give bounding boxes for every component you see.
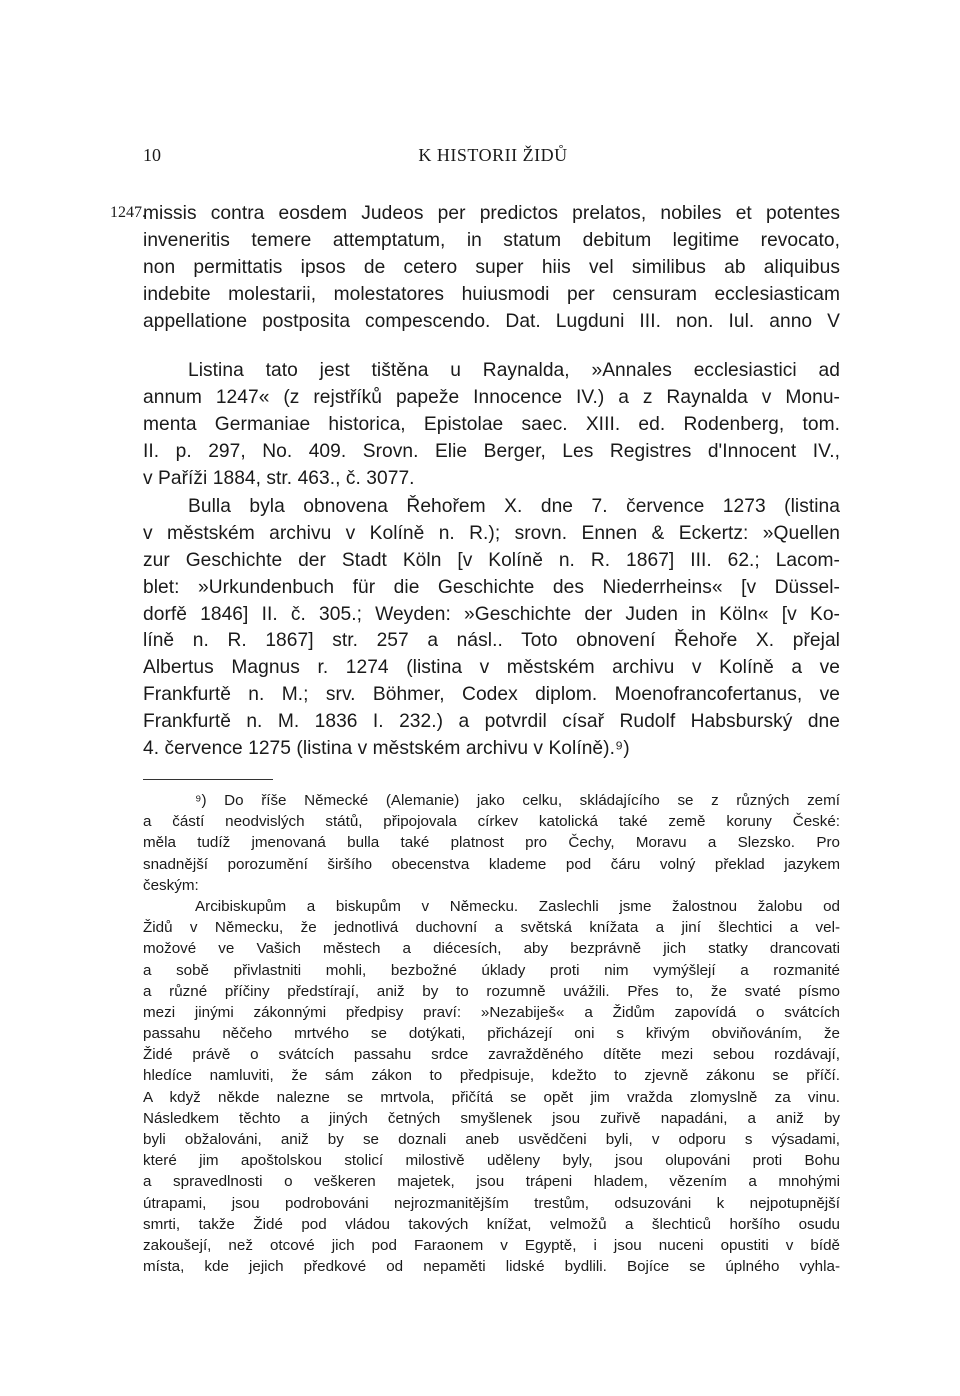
text-line: missis contra eosdem Judeos per predictos prelatos, nobiles et potentes: [143, 203, 840, 224]
footnote: [143, 790, 840, 1277]
footnote-line: mezi jinými zákonnými předpisy praví: »Nezabiješ« a Židům zapovídá o svátcích: [143, 1003, 840, 1021]
latin-paragraph: [143, 201, 840, 335]
footnote-line: zakoušejí, než otcové jich pod Faraonem v Egyptě, i jsou nuceni opustiti v bídě: [143, 1236, 840, 1254]
text-line: líně n. R. 1867] str. 257 a násl.. Toto obnovení Řehoře X. přejal: [143, 630, 840, 652]
footnote-line: a částí neodvislých států, připojovala církev katolická také země koruny České:: [143, 813, 840, 831]
running-title: K HISTORII ŽIDŮ: [418, 145, 568, 165]
margin-year: 1247.: [110, 204, 146, 221]
text-line: indebite molestarii, molestatores huiusmodi per censuram ecclesiasticam: [143, 283, 840, 305]
footnote-line: ⁹) Do říše Německé (Alemanie) jako celku, skládajícího se z různých zemí: [195, 792, 840, 809]
footnote-line: snadnější porozumění širšího obecenstva klademe pod čáru volný překlad jazykem: [143, 855, 840, 873]
text-line: Frankfurtě n. M.; srv. Böhmer, Codex diplom. Moenofrancofertanus, ve: [143, 684, 840, 706]
commentary-paragraph-1: [143, 358, 840, 492]
text-line: v Paříži 1884, str. 463., č. 3077.: [143, 467, 415, 489]
footnote-line: útrapami, jsou podrobováni nejrozmanitějším trestům, odsuzováni k nejpotupnější: [143, 1194, 840, 1212]
text-line: Frankfurtě n. M. 1836 I. 232.) a potvrdil císař Rudolf Habsburský dne: [143, 711, 840, 733]
text-line: Bulla byla obnovena Řehořem X. dne 7. července 1273 (listina: [188, 496, 840, 517]
commentary-paragraph-2: [143, 494, 840, 763]
footnote-line: passahu něčeho mrtvého se dotýkati, přicházejí oni s křivým obviňováním, že: [143, 1025, 840, 1043]
footnote-line: Následkem těchto a jiných četných smyšlenek jsou zuřivě napadáni, a aniž by: [143, 1109, 840, 1127]
text-line: zur Geschichte der Stadt Köln [v Kolíně n. R. 1867] III. 62.; Lacom-: [143, 549, 840, 571]
text-line: dorfě 1846] II. č. 305.; Weyden: »Geschichte der Juden in Köln« [v Ko-: [143, 603, 840, 625]
footnote-line: které jim apoštolskou stolicí milostivě uděleny byly, jsou olupováni proti Bohu: [143, 1152, 840, 1170]
footnote-line: a sobě přivlastniti mohli, bezbožné úklady proti nim vymýšlejí a rozmanité: [143, 961, 840, 979]
footnote-line: A když někde nalezne se mrtvola, přičítá se opět jim vražda zlomyslně za vinu.: [143, 1088, 840, 1106]
text-line: inveneritis temere attemptatum, in statum debitum legitime revocato,: [143, 229, 840, 251]
footnote-line: Židů v Německu, že jednotlivá duchovní a světská knížata a jiní šlechtici a vel-: [143, 919, 840, 937]
footnote-line: a spravedlnosti o veškeren majetek, jsou trápeni hladem, vězením a mnohými: [143, 1173, 840, 1191]
footnote-line: možové ve Vašich městech a diécesích, aby bezprávně jich statky drancovati: [143, 940, 840, 958]
footnote-line: a různé příčiny předstírají, aniž by to rozumně uvážili. Přes to, že svaté písmo: [143, 982, 840, 1000]
footnote-line: měla tudíž jmenovaná bulla také platnost pro Čechy, Moravu a Slezsko. Pro: [143, 834, 840, 852]
text-line: annum 1247« (z rejstříků papeže Innocence IV.) a z Raynalda v Monu-: [143, 386, 840, 408]
page-header: [143, 145, 843, 171]
footnote-line: smrti, takže Židé pod vládou takových knížat, velmožů a šlechticů horšího osudu: [143, 1215, 840, 1233]
footnote-line: byli obžalováni, aniž by se doznali aneb usvědčeni byli, v odporu s výsadami,: [143, 1131, 840, 1148]
footnote-line: místa, kde jejich předkové od nepaměti lidské bydlili. Bojíce se úplného vyhla-: [143, 1258, 840, 1276]
text-line: appellatione postposita compescendo. Dat. Lugduni III. non. Iul. anno V: [143, 310, 840, 332]
footnote-line: hledíce namluviti, že sám zákon to předpisuje, kdežto to zjevně zákonu se příčí.: [143, 1067, 840, 1085]
footnote-line: českým:: [143, 876, 199, 894]
text-line: v městském archivu v Kolíně n. R.); srovn. Ennen & Eckertz: »Quellen: [143, 522, 840, 544]
footnote-separator: [143, 779, 273, 780]
text-line: menta Germaniae historica, Epistolae saec. XIII. ed. Rodenberg, tom.: [143, 413, 840, 435]
text-line: II. p. 297, No. 409. Srovn. Elie Berger, Les Registres d'Innocent IV.,: [143, 440, 840, 462]
footnote-line: Arcibiskupům a biskupům v Německu. Zaslechli jsme žalostnou žalobu od: [195, 897, 840, 915]
text-line: 4. července 1275 (listina v městském archivu v Kolíně).⁹): [143, 738, 630, 760]
text-line: Listina tato jest tištěna u Raynalda, »Annales ecclesiastici ad: [188, 360, 840, 381]
footnote-line: Židé právě o svátcích passahu srdce zavražděného dítěte mezi sebou rozdávají,: [143, 1046, 840, 1064]
page-number: 10: [143, 145, 161, 165]
text-line: non permittatis ipsos de cetero super hiis vel similibus ab aliquibus: [143, 256, 840, 278]
text-line: Albertus Magnus r. 1274 (listina v městském archivu v Kolíně a ve: [143, 657, 840, 679]
text-line: blet: »Urkundenbuch für die Geschichte des Niederrheins« [v Düssel-: [143, 576, 840, 598]
